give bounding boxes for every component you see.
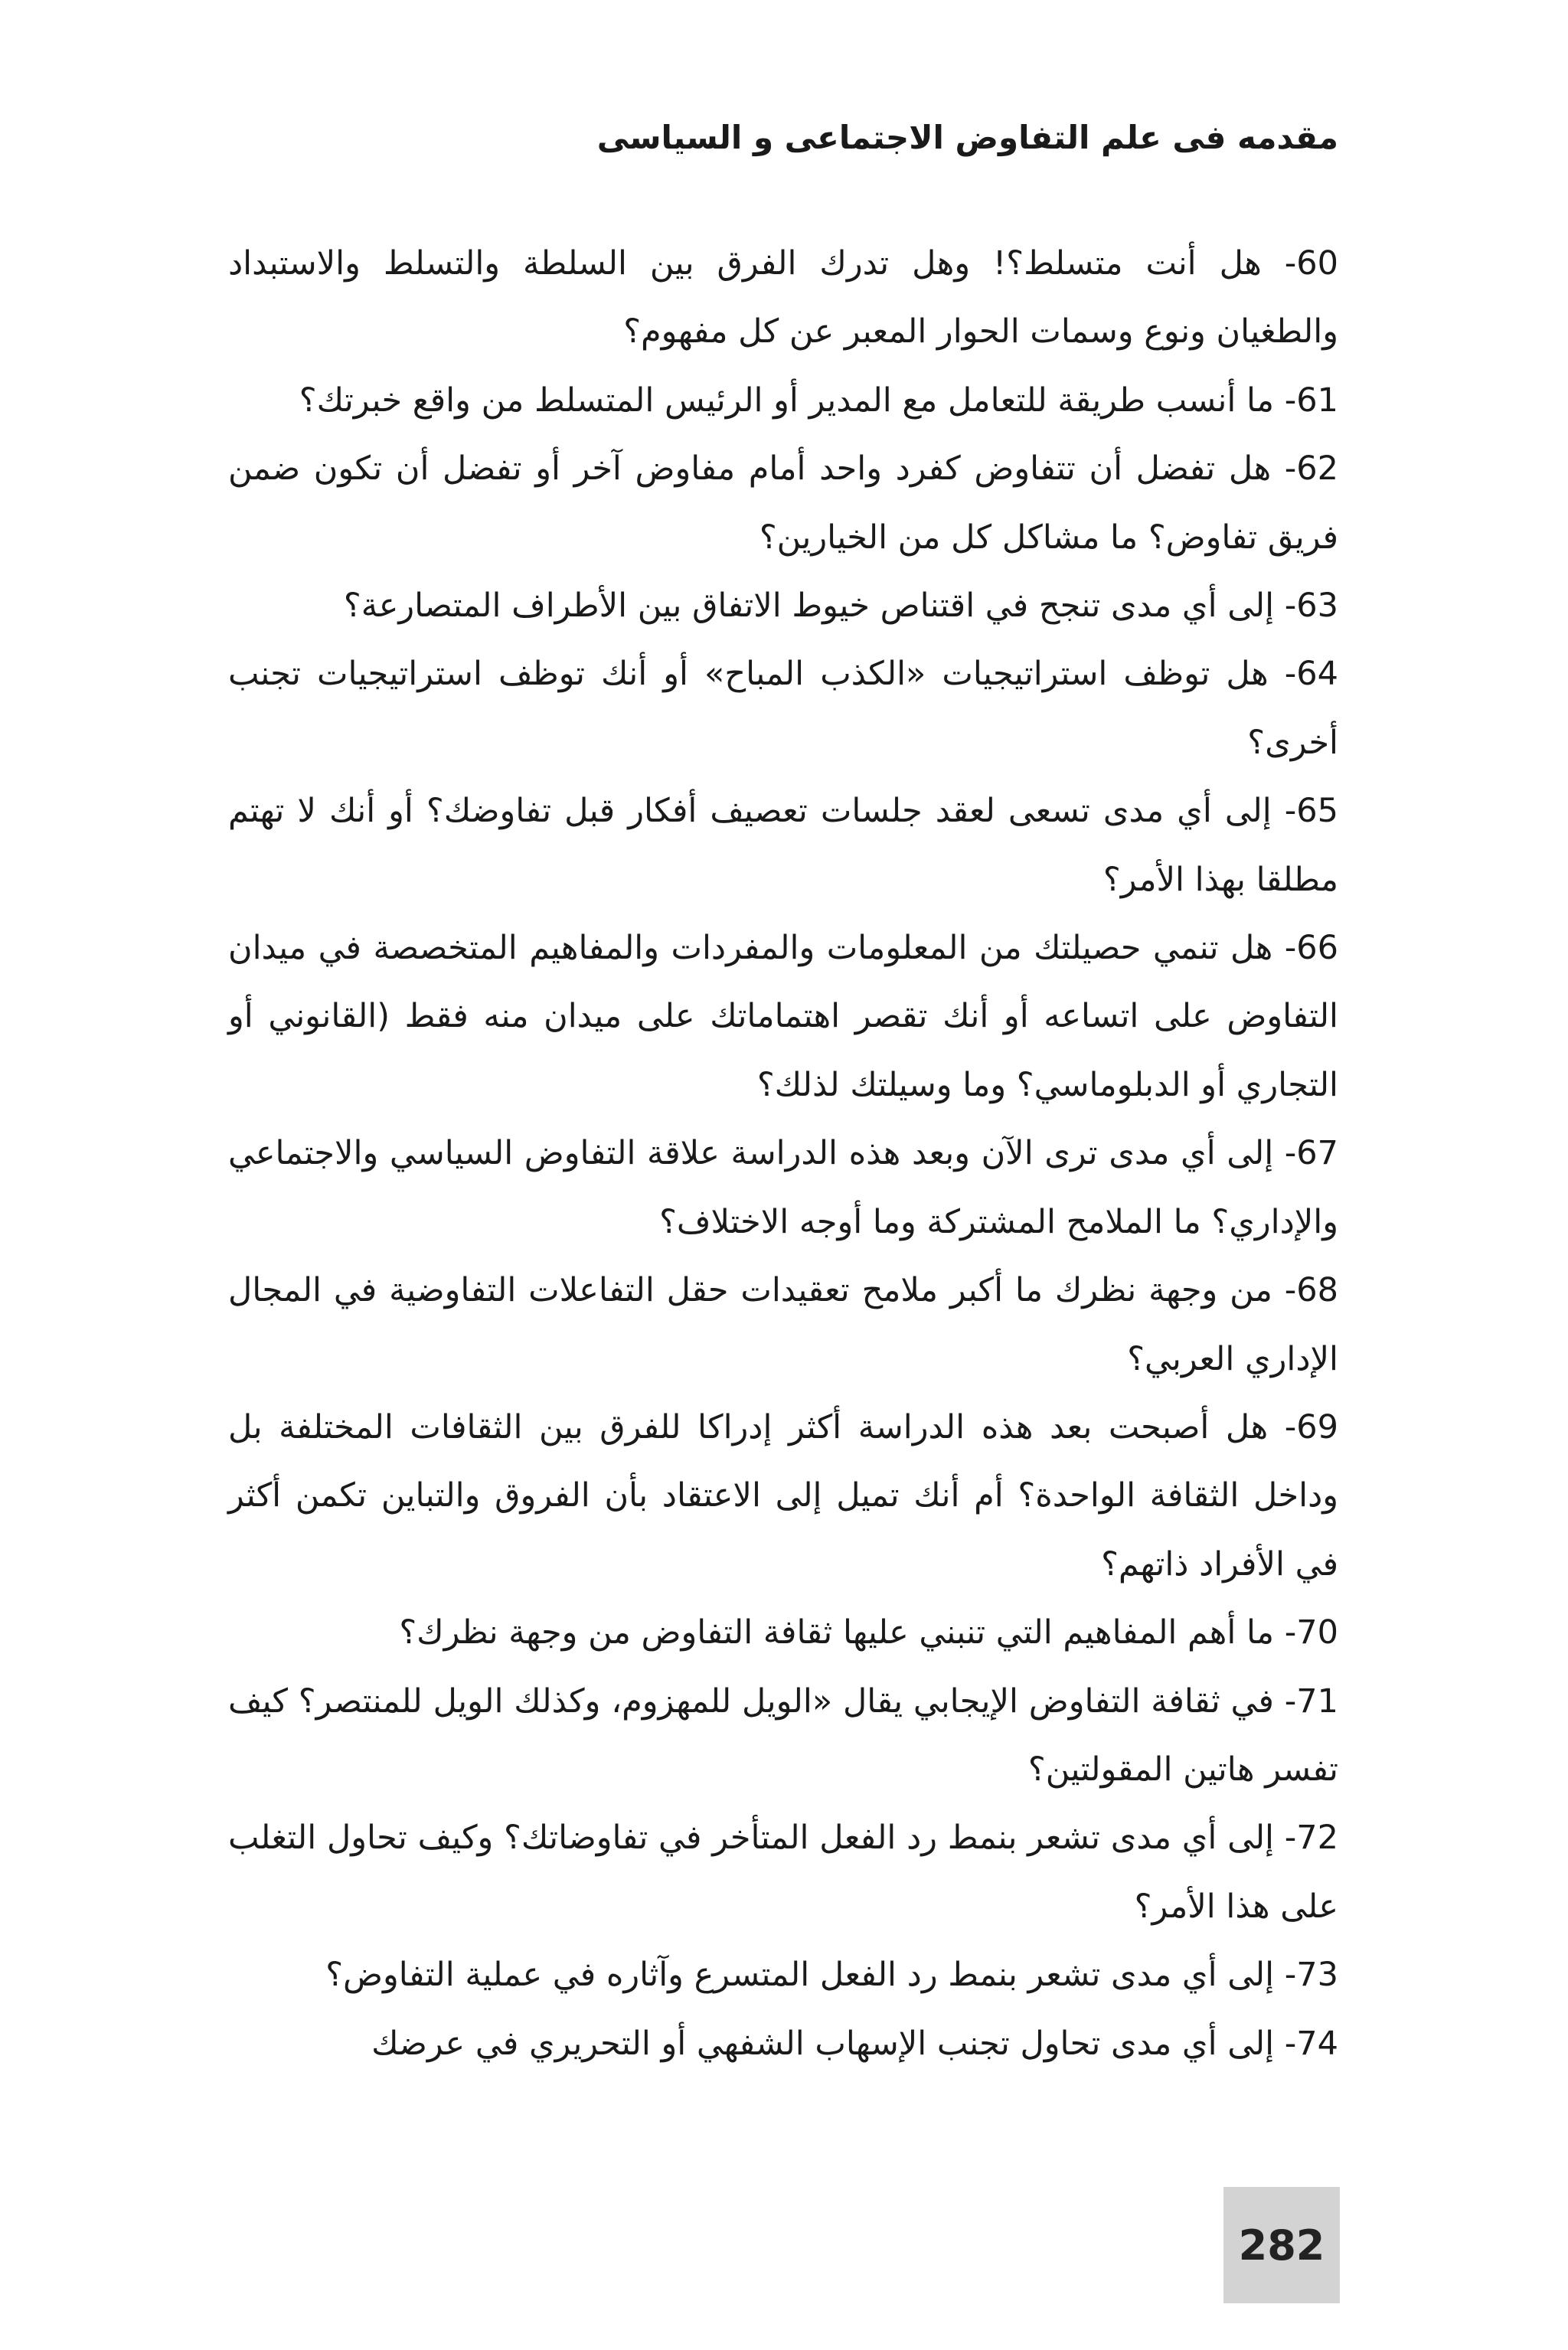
question-63: 63- إلى أي مدى تنجح في اقتناص خيوط الاتفاق بين الأطراف المتصارعة؟ xyxy=(343,587,1338,626)
question-64: 64- هل توظف استراتيجيات «الكذب المباح» أو أنك توظف استراتيجيات تجنب أخرى؟ xyxy=(228,655,1338,762)
question-69: 69- هل أصبحت بعد هذه الدراسة أكثر إدراكا للفرق بين الثقافات المختلفة بل وداخل الثقافة الواحدة؟ أم أنك تميل إلى الاعتقاد بأن الفروق والتباين تكمن أكثر في الأفراد ذاتهم؟ xyxy=(228,1407,1338,1584)
question-71: 71- في ثقافة التفاوض الإيجابي يقال «الويل للمهزوم، وكذلك الويل للمنتصر؟ كيف تفسر هاتين المقولتين؟ xyxy=(228,1682,1338,1789)
question-60: 60- هل أنت متسلط؟! وهل تدرك الفرق بين السلطة والتسلط والاستبداد والطغيان ونوع وسمات الحوار المعبر عن كل مفهوم؟ xyxy=(228,244,1338,351)
question-73: 73- إلى أي مدى تشعر بنمط رد الفعل المتسرع وآثاره في عملية التفاوض؟ xyxy=(325,1956,1338,1995)
running-header: مقدمه فى علم التفاوض الاجتماعى و السياسى xyxy=(596,119,1338,156)
question-72: 72- إلى أي مدى تشعر بنمط رد الفعل المتأخر في تفاوضاتك؟ وكيف تحاول التغلب على هذا الأمر؟ xyxy=(228,1819,1338,1926)
page-number-box xyxy=(1223,2187,1340,2303)
question-61: 61- ما أنسب طريقة للتعامل مع المدير أو الرئيس المتسلط من واقع خبرتك؟ xyxy=(299,381,1338,420)
question-67: 67- إلى أي مدى ترى الآن وبعد هذه الدراسة علاقة التفاوض السياسي والاجتماعي والإداري؟ ما الملامح المشتركة وما أوجه الاختلاف؟ xyxy=(228,1134,1338,1241)
question-74: 74- إلى أي مدى تحاول تجنب الإسهاب الشفهي أو التحريري في عرضك xyxy=(371,2024,1338,2063)
question-66: 66- هل تنمي حصيلتك من المعلومات والمفردات والمفاهيم المتخصصة في ميدان التفاوض على اتساعه أو أنك تقصر اهتماماتك على ميدان منه فقط (القانوني أو التجاري أو الدبلوماسي؟ وما وسيلتك لذلك؟ xyxy=(228,929,1338,1104)
question-62: 62- هل تفضل أن تتفاوض كفرد واحد أمام مفاوض آخر أو تفضل أن تكون ضمن فريق تفاوض؟ ما مشاكل كل من الخيارين؟ xyxy=(228,449,1338,557)
question-65: 65- إلى أي مدى تسعى لعقد جلسات تعصيف أفكار قبل تفاوضك؟ أو أنك لا تهتم مطلقا بهذا الأمر؟ xyxy=(228,792,1338,899)
question-70: 70- ما أهم المفاهيم التي تنبني عليها ثقافة التفاوض من وجهة نظرك؟ xyxy=(399,1613,1338,1652)
questions-list xyxy=(228,230,1338,2078)
page-number: 282 xyxy=(1238,2221,1325,2270)
question-68: 68- من وجهة نظرك ما أكبر ملامح تعقيدات حقل التفاعلات التفاوضية في المجال الإداري العربي؟ xyxy=(228,1271,1338,1378)
